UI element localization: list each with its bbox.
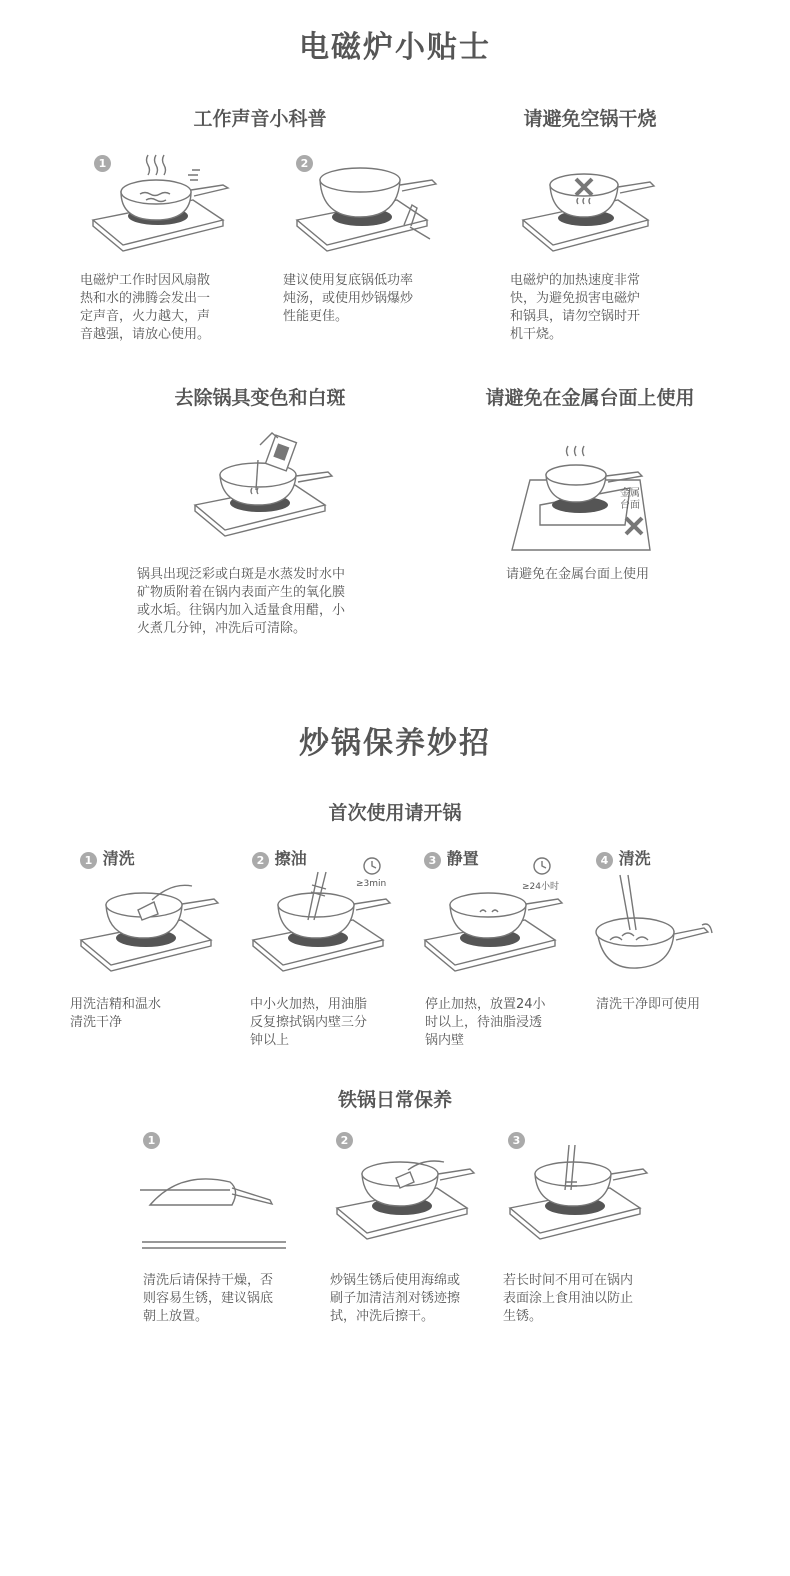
metal-description: 请避免在金属台面上使用: [506, 567, 650, 582]
step-number-badge: 3: [508, 1132, 525, 1149]
sponge-wok-illustration: [332, 1160, 482, 1260]
first-use-step-3: [424, 846, 479, 869]
heading-stain-removal: 去除锅具变色和白斑: [174, 387, 346, 409]
step-label: 清洗: [618, 849, 651, 868]
step-number-badge: 1: [94, 155, 111, 172]
step-number-badge: 3: [424, 852, 441, 869]
step-label: 擦油: [274, 849, 307, 868]
step-number-badge: 1: [80, 852, 97, 869]
step-1-description: 用洗洁精和温水 清洗干净: [70, 997, 162, 1030]
daily-step-1-description: 清洗后请保持干燥，否 则容易生锈，建议锅底 朝上放置。: [143, 1273, 274, 1324]
wok-upside-down-illustration: [140, 1160, 300, 1255]
heading-metal-surface: 请避免在金属台面上使用: [485, 387, 695, 409]
vinegar-pan-illustration: [190, 430, 340, 555]
clock-icon: [362, 857, 382, 877]
step-number-badge: 2: [252, 852, 269, 869]
dry-burn-description: 电磁炉的加热速度非常 快，为避免损害电磁炉 和锅具，请勿空锅时开 机干烧。: [510, 273, 641, 342]
induction-cooker-boiling-illustration: [88, 150, 248, 265]
empty-pan-dry-burn-illustration: [518, 165, 668, 265]
step-4-description: 清洗干净即可使用: [596, 997, 701, 1012]
final-wash-illustration: [592, 880, 722, 980]
clock-icon: [532, 857, 552, 877]
step-number-badge: 1: [143, 1132, 160, 1149]
first-use-step-4: [596, 846, 651, 869]
wok-power-description: 建议使用复底锅低功率 炖汤，或使用炒锅爆炒 性能更佳。: [283, 273, 414, 324]
step-label: 静置: [446, 849, 479, 868]
step-number-badge: 2: [296, 155, 313, 172]
timer-24h: ≥24小时: [522, 882, 559, 892]
section-title-tips: 电磁炉小贴士: [299, 30, 491, 65]
heading-daily-care: 铁锅日常保养: [337, 1089, 452, 1111]
timer-3min: ≥3min: [356, 879, 387, 889]
wash-wok-illustration: [76, 880, 226, 980]
noise-description: 电磁炉工作时因风扇散 热和水的沸腾会发出一 定声音，火力越大，声 音越强，请放心使用。: [80, 273, 211, 342]
first-use-step-2: [252, 846, 307, 869]
step-3-description: 停止加热，放置24小 时以上，待油脂浸透 锅内壁: [425, 997, 546, 1048]
step-2-description: 中小火加热，用油脂 反复擦拭锅内壁三分 钟以上: [250, 997, 368, 1048]
rest-wok-illustration: [420, 880, 570, 980]
heading-first-use: 首次使用请开锅: [328, 802, 462, 824]
heading-dry-burn: 请避免空锅干烧: [523, 108, 657, 130]
heading-noise: 工作声音小科普: [193, 108, 327, 130]
section-title-wok-care: 炒锅保养妙招: [299, 726, 491, 761]
oil-wok-illustration: [248, 880, 398, 980]
step-label: 清洗: [102, 849, 135, 868]
metal-surface-label: 金属 台面: [620, 488, 640, 511]
first-use-step-1: [80, 846, 135, 869]
step-number-badge: 2: [336, 1132, 353, 1149]
step-number-badge: 4: [596, 852, 613, 869]
stain-description: 锅具出现泛彩或白斑是水蒸发时水中 矿物质附着在锅内表面产生的氧化膜 或水垢。往锅内加入适量食用醋，小 火煮几分钟，冲洗后可清除。: [137, 567, 346, 636]
induction-cooker-wok-illustration: [292, 165, 442, 260]
oil-coating-illustration: [505, 1150, 655, 1260]
daily-step-3-description: 若长时间不用可在锅内 表面涂上食用油以防止 生锈。: [503, 1273, 634, 1324]
daily-step-2-description: 炒锅生锈后使用海绵或 刷子加清洁剂对锈迹擦 拭，冲洗后擦干。: [330, 1273, 461, 1324]
